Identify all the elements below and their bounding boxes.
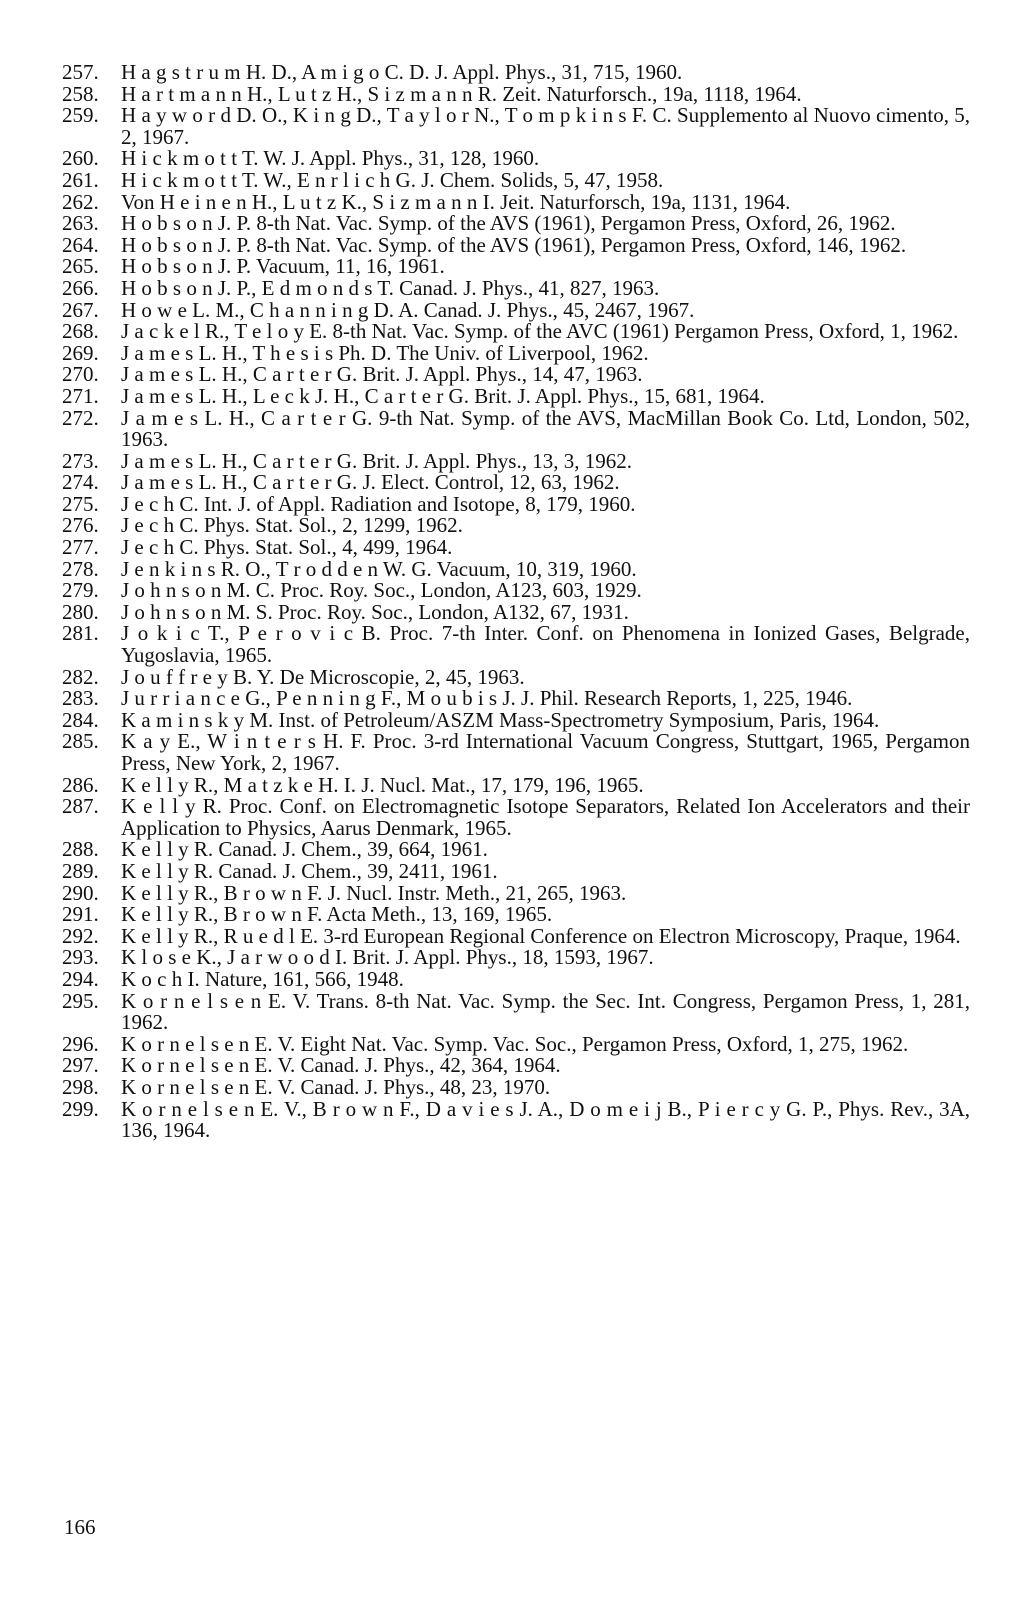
reference-number: 260. <box>62 146 99 171</box>
reference-number: 296. <box>62 1031 99 1056</box>
reference-entry <box>62 1055 970 1077</box>
reference-entry <box>62 62 970 84</box>
reference-entry <box>62 772 970 797</box>
reference-entry <box>62 966 970 991</box>
reference-number: 277. <box>62 535 99 560</box>
reference-text: Von H e i n e n H., L u t z K., S i z m a n n I. Jeit. Naturforsch, 19a, 1131, 1964. <box>121 189 791 214</box>
reference-entry <box>62 189 970 214</box>
reference-text: J a c k e l R., T e l o y E. 8-th Nat. Vac. Symp. of the AVC (1961) Pergamon Press, Oxford, 1, 1962. <box>121 319 959 344</box>
reference-number: 299. <box>62 1096 99 1121</box>
reference-text: K e l l y R., B r o w n F. Acta Meth., 13, 169, 1965. <box>121 902 553 927</box>
reference-entry <box>62 664 970 689</box>
reference-text: J e c h C. Phys. Stat. Sol., 2, 1299, 1962. <box>121 513 463 538</box>
reference-text: K e l l y R. Canad. J. Chem., 39, 664, 1961. <box>121 837 488 862</box>
reference-number: 298. <box>62 1074 99 1099</box>
reference-text: J o u f f r e y B. Y. De Microscopie, 2, 45, 1963. <box>121 664 525 689</box>
reference-text: K o r n e l s e n E. V., B r o w n F., D a v i e s J. A., D o m e i j B., P i e r c y G. P., Phys. Rev., 3A, 136, 1964. <box>121 1096 970 1143</box>
reference-number: 287. <box>62 794 99 819</box>
reference-entry <box>62 796 970 839</box>
reference-number: 290. <box>62 880 99 905</box>
reference-number: 283. <box>62 686 99 711</box>
reference-number: 261. <box>62 167 99 192</box>
reference-text: K e l l y R., R u e d l E. 3-rd European Regional Conference on Electron Microscopy, Praque, 1964. <box>121 923 961 948</box>
reference-entry <box>62 515 970 537</box>
reference-text: K o c h I. Nature, 161, 566, 1948. <box>121 966 404 991</box>
reference-text: J e c h C. Phys. Stat. Sol., 4, 499, 1964. <box>121 535 453 560</box>
reference-entry <box>62 448 970 473</box>
reference-text: K o r n e l s e n E. V. Canad. J. Phys., 48, 23, 1970. <box>121 1074 551 1099</box>
reference-text: H i c k m o t t T. W. J. Appl. Phys., 31, 128, 1960. <box>121 146 540 171</box>
reference-number: 297. <box>62 1053 99 1078</box>
reference-number: 263. <box>62 211 99 236</box>
reference-number: 286. <box>62 772 99 797</box>
reference-number: 273. <box>62 448 99 473</box>
reference-text: J a m e s L. H., C a r t e r G. Brit. J. Appl. Phys., 14, 47, 1963. <box>121 362 643 387</box>
reference-number: 282. <box>62 664 99 689</box>
reference-number: 272. <box>62 405 99 430</box>
reference-entry <box>62 256 970 278</box>
reference-entry <box>62 1096 970 1143</box>
reference-number: 268. <box>62 319 99 344</box>
reference-text: H a g s t r u m H. D., A m i g o C. D. J. Appl. Phys., 31, 715, 1960. <box>121 60 683 84</box>
reference-entry <box>62 599 970 624</box>
reference-entry <box>62 858 970 883</box>
reference-entry <box>62 105 970 148</box>
reference-entry <box>62 904 970 926</box>
reference-text: K e l l y R., M a t z k e H. I. J. Nucl. Mat., 17, 179, 196, 1965. <box>121 772 644 797</box>
reference-text: J o h n s o n M. C. Proc. Roy. Soc., London, A123, 603, 1929. <box>121 578 642 603</box>
reference-text: K o r n e l s e n E. V. Trans. 8-th Nat. Vac. Symp. the Sec. Int. Congress, Pergamon Press, 1, 281, 1962. <box>121 988 970 1035</box>
reference-text: H o b s o n J. P. Vacuum, 11, 16, 1961. <box>121 254 445 279</box>
reference-number: 266. <box>62 275 99 300</box>
reference-text: H a r t m a n n H., L u t z H., S i z m a n n R. Zeit. Naturforsch., 19a, 1118, 1964. <box>121 81 802 106</box>
reference-entry <box>62 213 970 235</box>
reference-text: J a m e s L. H., L e c k J. H., C a r t e r G. Brit. J. Appl. Phys., 15, 681, 1964. <box>121 383 765 408</box>
reference-number: 288. <box>62 837 99 862</box>
reference-text: H o b s o n J. P. 8-th Nat. Vac. Symp. of the AVS (1961), Pergamon Press, Oxford, 26, 1962. <box>121 211 896 236</box>
reference-number: 293. <box>62 945 99 970</box>
reference-text: J a m e s L. H., C a r t e r G. 9-th Nat. Symp. of the AVS, MacMillan Book Co. Ltd, London, 502, 1963. <box>121 405 970 452</box>
reference-text: J a m e s L. H., T h e s i s Ph. D. The Univ. of Liverpool, 1962. <box>121 340 649 365</box>
reference-entry <box>62 988 970 1035</box>
reference-entry <box>62 947 970 969</box>
reference-entry <box>62 707 970 732</box>
reference-entry <box>62 688 970 710</box>
reference-text: K l o s e K., J a r w o o d I. Brit. J. Appl. Phys., 18, 1593, 1967. <box>121 945 654 970</box>
reference-entry <box>62 472 970 494</box>
reference-entry <box>62 275 970 300</box>
reference-number: 259. <box>62 103 99 128</box>
reference-text: J o h n s o n M. S. Proc. Roy. Soc., London, A132, 67, 1931. <box>121 599 629 624</box>
reference-text: J u r r i a n c e G., P e n n i n g F., M o u b i s J. J. Phil. Research Reports, 1, 225, 1946. <box>121 686 853 711</box>
reference-text: H o b s o n J. P., E d m o n d s T. Canad. J. Phys., 41, 827, 1963. <box>121 275 660 300</box>
reference-entry <box>62 731 970 774</box>
reference-entry <box>62 297 970 322</box>
reference-number: 292. <box>62 923 99 948</box>
reference-number: 294. <box>62 966 99 991</box>
reference-entry <box>62 1074 970 1099</box>
reference-entry <box>62 580 970 602</box>
reference-number: 265. <box>62 254 99 279</box>
reference-entry <box>62 321 970 343</box>
reference-text: J o k i c T., P e r o v i c B. Proc. 7-th Inter. Conf. on Phenomena in Ionized Gases, Belgrade, Yugoslavia, 1965. <box>121 621 970 668</box>
reference-entry <box>62 1031 970 1056</box>
reference-number: 262. <box>62 189 99 214</box>
reference-text: K o r n e l s e n E. V. Canad. J. Phys., 42, 364, 1964. <box>121 1053 561 1078</box>
reference-entry <box>62 167 970 192</box>
reference-text: K a y E., W i n t e r s H. F. Proc. 3-rd International Vacuum Congress, Stuttgart, 1965, Pergamon Press, New York, 2, 1967. <box>121 729 970 775</box>
reference-entry <box>62 880 970 905</box>
reference-text: J a m e s L. H., C a r t e r G. Brit. J. Appl. Phys., 13, 3, 1962. <box>121 448 632 473</box>
reference-text: J a m e s L. H., C a r t e r G. J. Elect. Control, 12, 63, 1962. <box>121 470 620 495</box>
reference-text: K e l l y R. Proc. Conf. on Electromagnetic Isotope Separators, Related Ion Accelerators and their Application to Physics, Aarus Denmark, 1965. <box>121 794 970 840</box>
reference-number: 281. <box>62 621 99 646</box>
reference-number: 278. <box>62 556 99 581</box>
reference-text: H a y w o r d D. O., K i n g D., T a y l o r N., T o m p k i n s F. C. Supplemento al Nuovo cimento, 5, 2, 1967. <box>121 103 970 149</box>
reference-entry <box>62 383 970 408</box>
reference-number: 270. <box>62 362 99 387</box>
reference-list <box>62 62 970 1142</box>
reference-number: 279. <box>62 578 99 603</box>
reference-entry <box>62 923 970 948</box>
reference-number: 258. <box>62 81 99 106</box>
reference-text: K e l l y R. Canad. J. Chem., 39, 2411, 1961. <box>121 858 498 883</box>
reference-number: 275. <box>62 491 99 516</box>
reference-entry <box>62 839 970 861</box>
page-number: 166 <box>64 1515 96 1539</box>
reference-text: K o r n e l s e n E. V. Eight Nat. Vac. Symp. Vac. Soc., Pergamon Press, Oxford, 1, 275, 1962. <box>121 1031 909 1056</box>
reference-number: 264. <box>62 232 99 257</box>
reference-number: 269. <box>62 340 99 365</box>
reference-text: J e n k i n s R. O., T r o d d e n W. G. Vacuum, 10, 319, 1960. <box>121 556 637 581</box>
reference-number: 285. <box>62 729 99 754</box>
reference-number: 284. <box>62 707 99 732</box>
reference-number: 276. <box>62 513 99 538</box>
reference-entry <box>62 537 970 559</box>
reference-entry <box>62 364 970 386</box>
reference-number: 271. <box>62 383 99 408</box>
reference-text: H o b s o n J. P. 8-th Nat. Vac. Symp. of the AVS (1961), Pergamon Press, Oxford, 146, 1962. <box>121 232 907 257</box>
reference-number: 295. <box>62 988 99 1013</box>
reference-text: J e c h C. Int. J. of Appl. Radiation and Isotope, 8, 179, 1960. <box>121 491 636 516</box>
reference-entry <box>62 491 970 516</box>
reference-number: 274. <box>62 470 99 495</box>
reference-entry <box>62 148 970 170</box>
reference-number: 291. <box>62 902 99 927</box>
reference-text: K a m i n s k y M. Inst. of Petroleum/ASZM Mass-Spectrometry Symposium, Paris, 1964. <box>121 707 880 732</box>
reference-number: 267. <box>62 297 99 322</box>
reference-number: 257. <box>62 60 99 84</box>
reference-text: H o w e L. M., C h a n n i n g D. A. Canad. J. Phys., 45, 2467, 1967. <box>121 297 695 322</box>
reference-entry <box>62 232 970 257</box>
reference-number: 280. <box>62 599 99 624</box>
reference-entry <box>62 405 970 452</box>
reference-entry <box>62 81 970 106</box>
reference-text: K e l l y R., B r o w n F. J. Nucl. Instr. Meth., 21, 265, 1963. <box>121 880 627 905</box>
reference-entry <box>62 340 970 365</box>
reference-number: 289. <box>62 858 99 883</box>
reference-entry <box>62 623 970 666</box>
reference-text: H i c k m o t t T. W., E n r l i c h G. J. Chem. Solids, 5, 47, 1958. <box>121 167 664 192</box>
reference-entry <box>62 556 970 581</box>
